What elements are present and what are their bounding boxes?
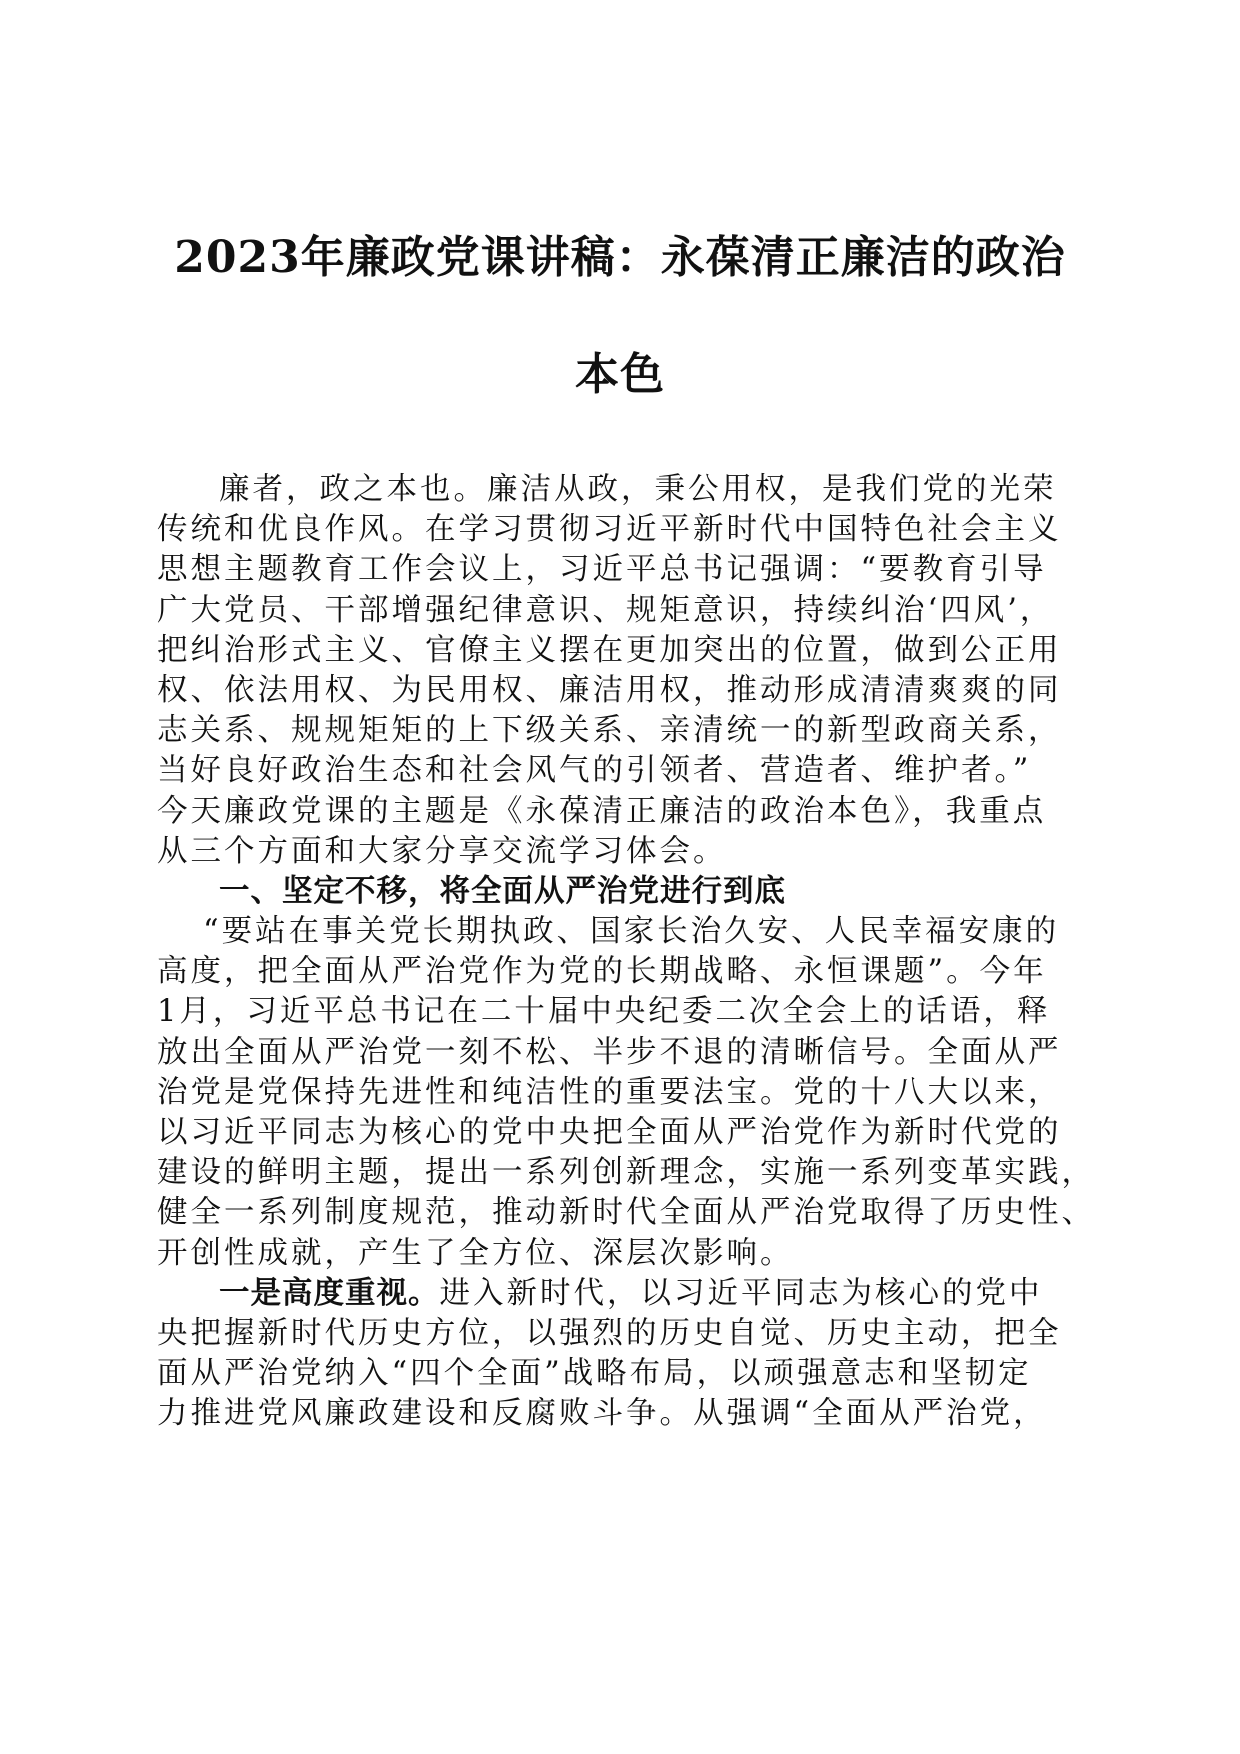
paragraph-1-line: 从三个方面和大家分享交流学习体会。 xyxy=(157,833,727,869)
paragraph-2-line: 治党是党保持先进性和纯洁性的重要法宝。党的十八大以来， xyxy=(157,1074,1062,1110)
paragraph-1-line: 志关系、规规矩矩的上下级关系、亲清统一的新型政商关系， xyxy=(157,713,1062,749)
paragraph-3-line: 央把握新时代历史方位，以强烈的历史自觉、历史主动，把全 xyxy=(157,1315,1062,1351)
paragraph-2-line: 1月，习近平总书记在二十届中央纪委二次全会上的话语，释 xyxy=(157,994,1051,1030)
section-heading-1: 一、坚定不移，将全面从严治党进行到底 xyxy=(219,873,786,909)
paragraph-1-line: 廉者，政之本也。廉洁从政，秉公用权，是我们党的光荣 xyxy=(219,472,1057,507)
paragraph-3-first-line xyxy=(157,1274,1087,1314)
paragraph-2-line: 高度，把全面从严治党作为党的长期战略、永恒课题”。今年 xyxy=(157,954,1047,990)
paragraph-2-line: 健全一系列制度规范，推动新时代全面从严治党取得了历史性、 xyxy=(157,1195,1095,1231)
paragraph-3-line: 力推进党风廉政建设和反腐败斗争。从强调“全面从严治党， xyxy=(157,1396,1047,1432)
paragraph-2-line: 开创性成就，产生了全方位、深层次影响。 xyxy=(157,1235,794,1271)
paragraph-3-line: 面从严治党纳入“四个全面”战略布局，以顽强意志和坚韧定 xyxy=(157,1356,1032,1392)
paragraph-1-line: 今天廉政党课的主题是《永葆清正廉洁的政治本色》，我重点 xyxy=(157,793,1047,829)
document-title-line-1: 2023年廉政党课讲稿：永葆清正廉洁的政治 xyxy=(174,232,1066,283)
paragraph-3-first-rest: 进入新时代，以习近平同志为核心的党中 xyxy=(439,1275,1043,1311)
paragraph-2-line: 以习近平同志为核心的党中央把全面从严治党作为新时代党的 xyxy=(157,1115,1062,1150)
paragraph-1-line: 权、依法用权、为民用权、廉洁用权，推动形成清清爽爽的同 xyxy=(157,672,1062,708)
document-title-line-2: 本色 xyxy=(575,349,665,400)
paragraph-2-line: “要站在事关党长期执政、国家长治久安、人民幸福安康的 xyxy=(203,914,1060,950)
paragraph-1-line: 广大党员、干部增强纪律意识、规矩意识，持续纠治‘四风’， xyxy=(157,592,1054,628)
paragraph-2-line: 建设的鲜明主题，提出一系列创新理念，实施一系列变革实践， xyxy=(157,1155,1095,1191)
paragraph-3-lead: 一是高度重视。 xyxy=(219,1275,440,1311)
document-body xyxy=(157,470,1095,1435)
paragraph-1-line: 当好良好政治生态和社会风气的引领者、营造者、维护者。” xyxy=(157,753,1032,789)
paragraph-2-line: 放出全面从严治党一刻不松、半步不退的清晰信号。全面从严 xyxy=(157,1034,1062,1070)
paragraph-1-line: 把纠治形式主义、官僚主义摆在更加突出的位置，做到公正用 xyxy=(157,632,1062,668)
paragraph-1-line: 传统和优良作风。在学习贯彻习近平新时代中国特色社会主义 xyxy=(157,512,1062,548)
paragraph-1-line: 思想主题教育工作会议上，习近平总书记强调：“要教育引导 xyxy=(157,552,1047,588)
